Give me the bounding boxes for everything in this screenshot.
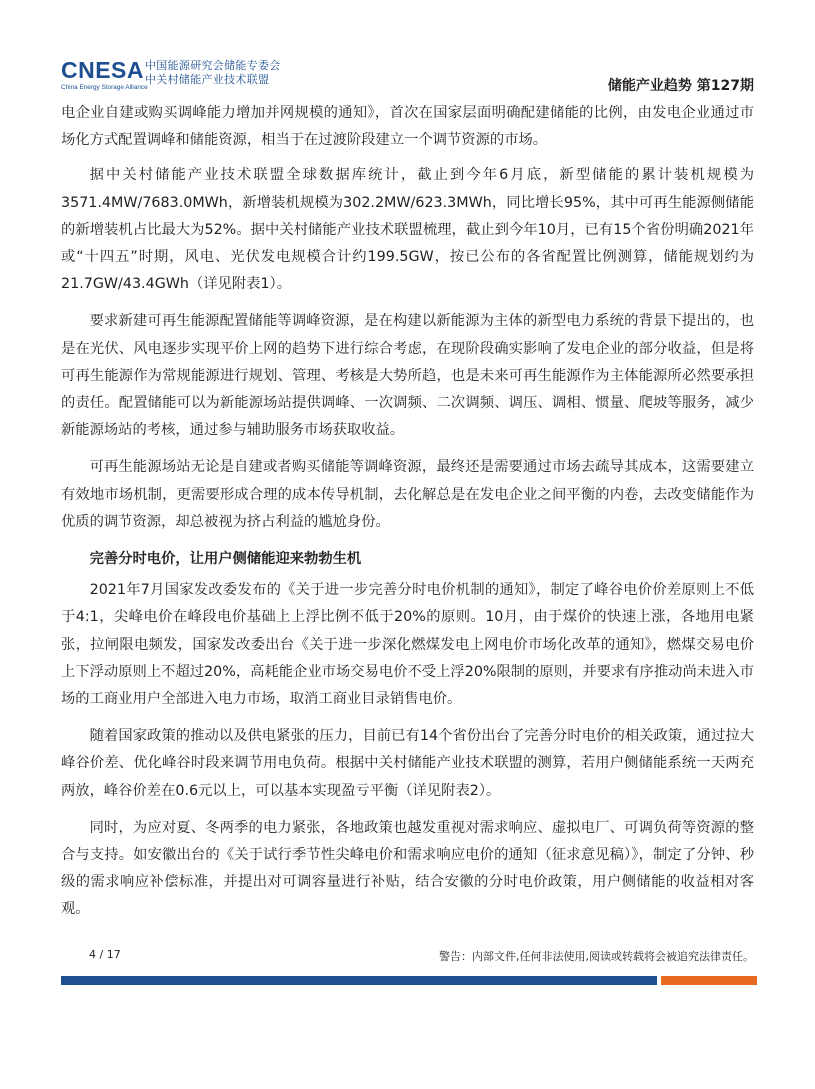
logo-subtitle: China Energy Storage Alliance <box>61 84 148 91</box>
paragraph: 随着国家政策的推动以及供电紧张的压力，目前已有14个省份出台了完善分时电价的相关政策，通过拉大峰谷价差、优化峰谷时段来调节用电负荷。根据中关村储能产业技术联盟的测算，若用户侧储能系统一天两充两放，峰谷价差在0.6元以上，可以基本实现盈亏平衡（详见附表2）。 <box>61 728 754 799</box>
page-number: 4 / 17 <box>89 948 121 961</box>
issue-title: 储能产业趋势 第127期 <box>607 78 754 94</box>
footer-divider <box>61 976 757 985</box>
paragraph: 2021年7月国家发改委发布的《关于进一步完善分时电价机制的通知》，制定了峰谷电价价差原则上不低于4:1，尖峰电价在峰段电价基础上上浮比例不低于20%的原则。10月，由于煤价的快速上涨，各地用电紧张，拉闸限电频发，国家发改委出台《关于进一步深化燃煤发电上网电价市场化改革的通知》，燃煤交易电价上下浮动原则上不超过20%，高耗能企业市场交易电价不受上浮20%限制的原则，并要求有序推动尚未进入市场的工商业用户全部进入电力市场，取消工商业目录销售电价。 <box>61 582 754 708</box>
paragraph: 要求新建可再生能源配置储能等调峰资源，是在构建以新能源为主体的新型电力系统的背景下提出的，也是在光伏、风电逐步实现平价上网的趋势下进行综合考虑，在现阶段确实影响了发电企业的部分收益，但是将可再生能源作为常规能源进行规划、管理、考核是大势所趋，也是未来可再生能源作为主体能源所必然要承担的责任。配置储能可以为新能源场站提供调峰、一次调频、二次调频、调压、调相、惯量、爬坡等服务，减少新能源场站的考核，通过参与辅助服务市场获取收益。 <box>61 313 754 439</box>
page-header <box>0 0 815 100</box>
org-name-line2: 中关村储能产业技术联盟 <box>145 73 270 86</box>
org-name-line1: 中国能源研究会储能专委会 <box>145 59 281 72</box>
footer-bar-blue <box>61 976 657 985</box>
paragraph: 电企业自建或购买调峰能力增加并网规模的通知》，首次在国家层面明确配建储能的比例，由发电企业通过市场化方式配置调峰和储能资源，相当于在过渡阶段建立一个调节资源的市场。 <box>61 105 754 149</box>
footer-bar-orange <box>661 976 757 985</box>
logo-wordmark: CNESA <box>61 57 145 83</box>
paragraph: 据中关村储能产业技术联盟全球数据库统计，截止到今年6月底，新型储能的累计装机规模为3571.4MW/7683.0MWh，新增装机规模为302.2MW/623.3MWh，同比增长95%，其中可再生能源侧储能的新增装机占比最大为52%。据中关村储能产业技术联盟梳理，截止到今年10月，已有15个省份明确2021年或“十四五”时期，风电、光伏发电规模合计约199.5GW，按已公布的各省配置比例测算，储能规划约为21.7GW/43.4GWh（详见附表1）。 <box>61 167 754 293</box>
cnesa-logo <box>61 55 301 95</box>
paragraph: 可再生能源场站无论是自建或者购买储能等调峰资源，最终还是需要通过市场去疏导其成本，这需要建立有效地市场机制，更需要形成合理的成本传导机制，去化解总是在发电企业之间平衡的内卷，去改变储能作为优质的调节资源，却总被视为挤占利益的尴尬身份。 <box>61 459 754 530</box>
legal-warning: 警告：内部文件,任何非法使用,阅读或转载将会被追究法律责任。 <box>439 950 754 963</box>
section-heading: 完善分时电价，让用户侧储能迎来勃勃生机 <box>89 551 362 568</box>
article-body <box>61 100 754 934</box>
paragraph: 同时，为应对夏、冬两季的电力紧张，各地政策也越发重视对需求响应、虚拟电厂、可调负荷等资源的整合与支持。如安徽出台的《关于试行季节性尖峰电价和需求响应电价的通知（征求意见稿）》，制定了分钟、秒级的需求响应补偿标准，并提出对可调容量进行补贴，结合安徽的分时电价政策，用户侧储能的收益相对客观。 <box>61 819 754 918</box>
